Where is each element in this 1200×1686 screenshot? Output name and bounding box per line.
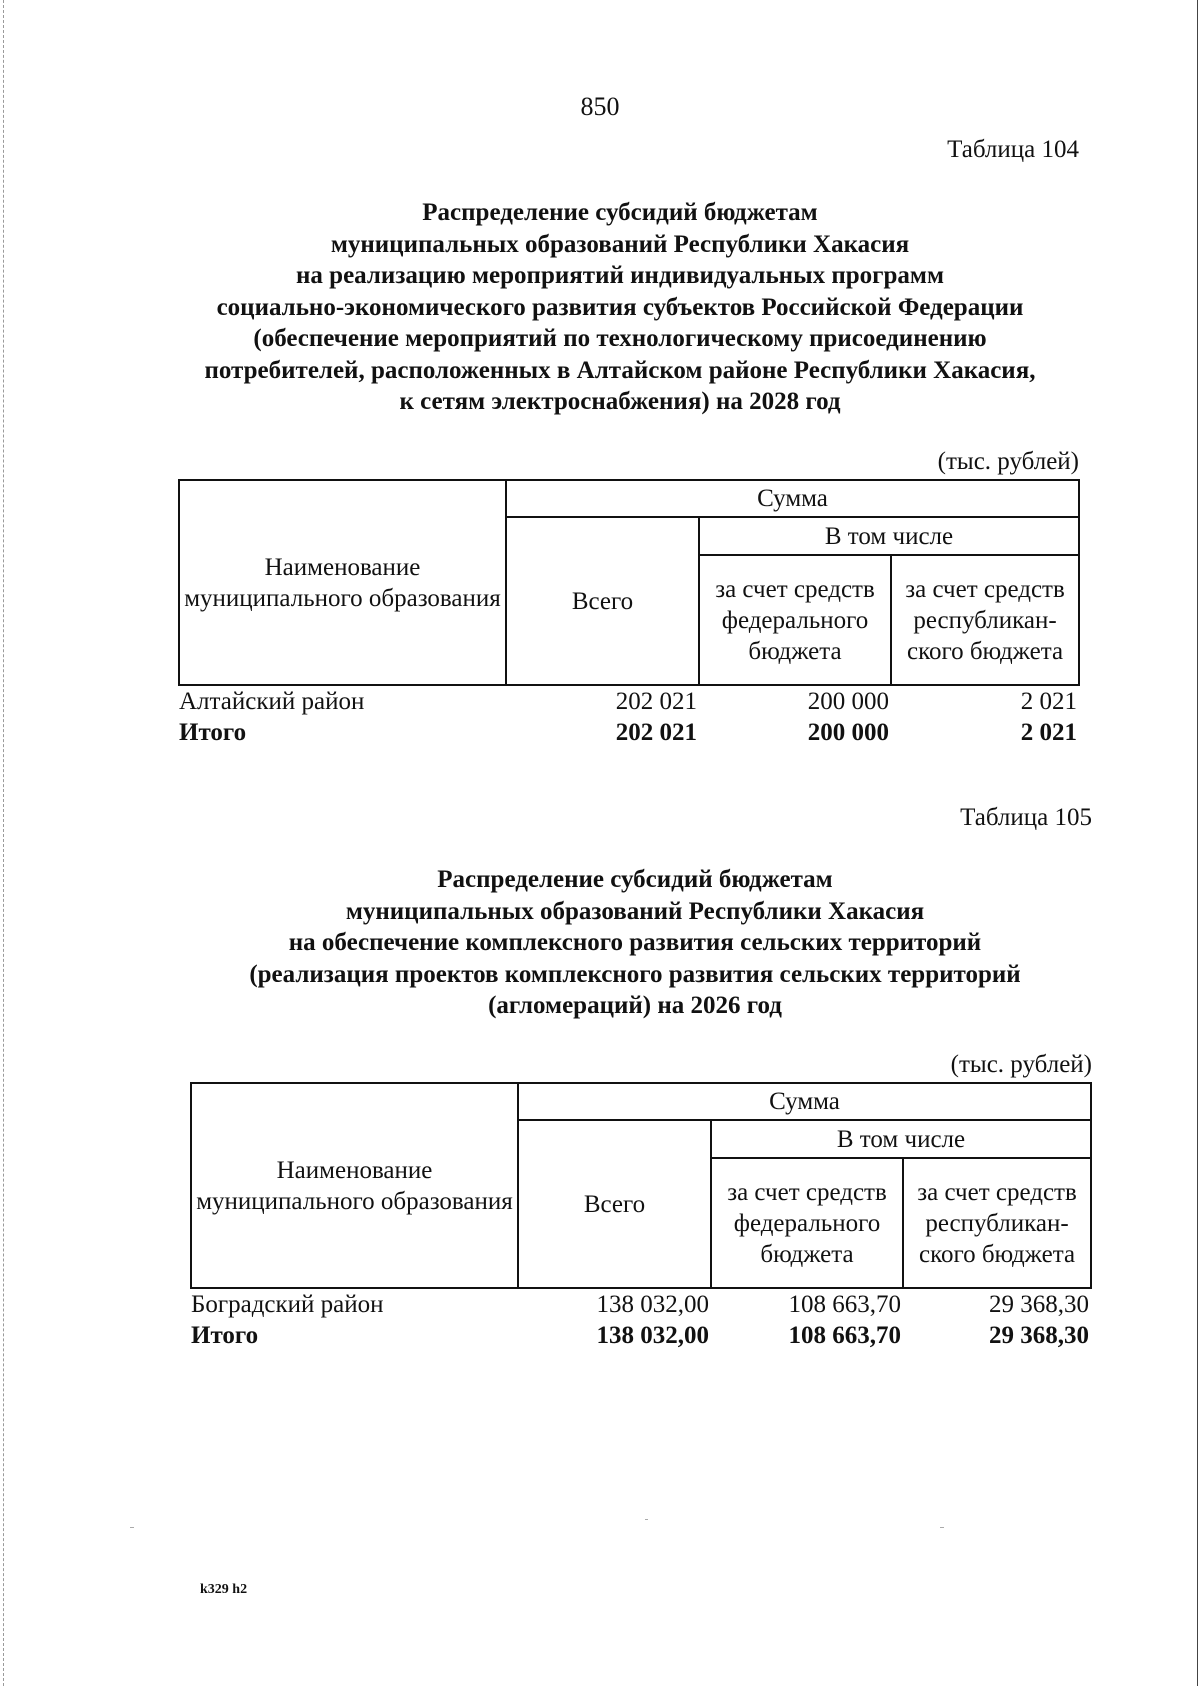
header-republic: за счет средств республикан-ского бюджета	[891, 555, 1079, 685]
page-edge-right	[1197, 0, 1198, 1686]
table-104	[178, 479, 1080, 748]
title-line: социально-экономического развития субъектов Российской Федерации	[216, 293, 1024, 321]
table-total-row	[179, 717, 1079, 748]
row-name: Алтайский район	[179, 688, 365, 715]
row-federal: 108 663,70	[788, 1291, 901, 1318]
total-republic: 2 021	[1020, 719, 1078, 746]
table-row	[179, 685, 1079, 717]
header-republic: за счет средств республикан-ского бюджета	[903, 1158, 1091, 1288]
table-105-unit: (тыс. рублей)	[950, 1051, 1092, 1078]
total-total: 202 021	[615, 719, 697, 746]
title-line: Распределение субсидий бюджетам	[422, 199, 818, 226]
row-total: 202 021	[615, 688, 697, 715]
row-federal: 200 000	[807, 688, 889, 715]
table-104-grid	[178, 479, 1080, 748]
header-sum: Сумма	[518, 1083, 1091, 1120]
page-edge-left	[3, 0, 4, 1686]
scan-speck	[940, 1527, 944, 1528]
row-republic: 29 368,30	[989, 1291, 1090, 1318]
table-104-unit: (тыс. рублей)	[937, 448, 1079, 475]
title-line: муниципальных образований Республики Хакасия	[345, 897, 925, 925]
total-federal: 200 000	[807, 719, 889, 746]
page-number: 850	[580, 92, 620, 121]
header-including: В том числе	[699, 517, 1079, 555]
title-line: на обеспечение комплексного развития сельских территорий	[288, 929, 982, 956]
header-federal: за счет средств федерального бюджета	[711, 1158, 903, 1288]
row-republic: 2 021	[1020, 688, 1078, 715]
title-line: к сетям электроснабжения) на 2028 год	[399, 388, 841, 415]
table-105	[190, 1082, 1092, 1351]
table-105-grid	[190, 1082, 1092, 1351]
table-104-label: Таблица 104	[947, 136, 1079, 163]
header-sum: Сумма	[506, 480, 1079, 517]
title-line: Распределение субсидий бюджетам	[437, 866, 833, 893]
header-name: Наименование муниципального образования	[179, 480, 506, 685]
scan-speck	[130, 1527, 134, 1528]
total-name: Итого	[179, 719, 247, 746]
footer-code: k329 h2	[200, 1582, 248, 1597]
header-name: Наименование муниципального образования	[191, 1083, 518, 1288]
header-total: Всего	[518, 1120, 711, 1288]
table-104-title	[120, 197, 1120, 418]
header-including: В том числе	[711, 1120, 1091, 1158]
title-line: (реализация проектов комплексного развития сельских территорий	[249, 960, 1021, 988]
total-republic: 29 368,30	[989, 1322, 1090, 1349]
table-row	[191, 1288, 1091, 1320]
title-line: муниципальных образований Республики Хакасия	[330, 230, 910, 258]
title-line: (обеспечение мероприятий по технологическому присоединению	[253, 325, 987, 352]
title-line: потребителей, расположенных в Алтайском районе Республики Хакасия,	[204, 356, 1036, 384]
total-total: 138 032,00	[596, 1322, 709, 1349]
title-line: (агломераций) на 2026 год	[488, 992, 782, 1019]
row-name: Боградский район	[191, 1291, 384, 1318]
header-total: Всего	[506, 517, 699, 685]
total-name: Итого	[191, 1322, 259, 1349]
title-line: на реализацию мероприятий индивидуальных программ	[296, 262, 944, 289]
row-total: 138 032,00	[596, 1291, 709, 1318]
table-105-label: Таблица 105	[960, 804, 1092, 831]
header-federal: за счет средств федерального бюджета	[699, 555, 891, 685]
scan-speck	[645, 1519, 648, 1520]
total-federal: 108 663,70	[788, 1322, 901, 1349]
table-total-row	[191, 1320, 1091, 1351]
table-105-title	[135, 864, 1135, 1022]
